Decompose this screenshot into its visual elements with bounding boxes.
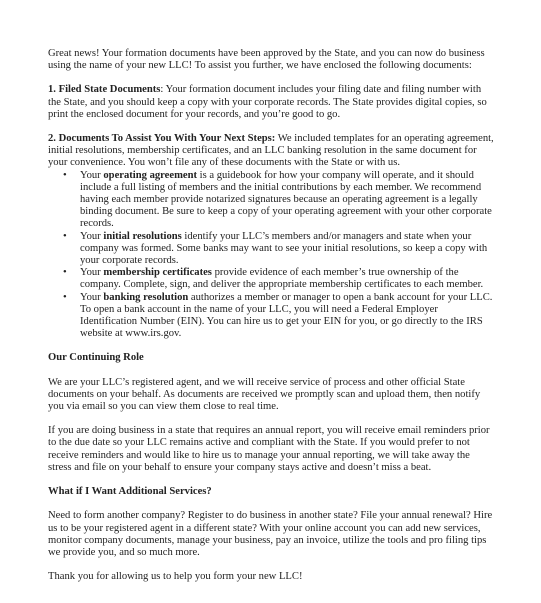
filed-documents-text: : Your formation document includes your filing date and filing number with the State, and you should keep a copy with your corporate records. The State provides digital copies, so print the enclosed document for your records, and you’re good to go. — [48, 84, 487, 120]
filed-documents-paragraph — [48, 84, 496, 121]
list-item-pre: Your — [80, 169, 104, 181]
bullet-icon: • — [63, 169, 67, 181]
list-item-initial-resolutions — [63, 230, 496, 268]
continuing-role-paragraph-1: We are your LLC’s registered agent, and we will receive service of process and other official State documents on your behalf. As documents are received we promptly scan and upload them, then notify you via email so you can view them close to real time. — [48, 376, 481, 413]
list-item-term: operating agreement — [103, 169, 198, 181]
list-item-membership-certificates — [63, 267, 496, 291]
filed-documents-heading: 1. Filed State Documents — [48, 84, 161, 96]
continuing-role-paragraph-2: If you are doing business in a state that requires an annual report, you will receive email reminders prior to the due date so your LLC remains active and compliant with the State. If you would prefer to not receive reminders and would like to hire us to manage your annual reporting, we will take away the stress and file on your behalf to ensure your company stays active and doesn’t miss a beat. — [48, 425, 490, 473]
list-item-term: initial resolutions — [103, 230, 182, 242]
additional-services-heading: What if I Want Additional Services? — [48, 486, 212, 498]
closing-line: Thank you for allowing us to help you form your new LLC! — [48, 571, 303, 583]
intro-paragraph: Great news! Your formation documents have been approved by the State, and you can now do business using the name of your new LLC! To assist you further, we have enclosed the following documents: — [48, 48, 485, 72]
bullet-icon: • — [63, 267, 67, 279]
list-item-term: banking resolution — [103, 291, 189, 303]
assist-documents-heading: 2. Documents To Assist You With Your Next Steps: — [48, 133, 276, 145]
list-item-text: is a guidebook for how your company will operate, and it should include a full listing of members and the initial contributions by each member. We recommend having each member provide notarized signatures because an operating agreement is a legally binding document. Be sure to keep a copy of your operating agreement with your other corporate records. — [80, 169, 492, 230]
assist-documents-paragraph — [48, 133, 496, 170]
letter-body — [48, 48, 496, 583]
list-item-pre: Your — [80, 291, 104, 303]
documents-list — [48, 170, 496, 341]
list-item-text: identify your LLC’s members and/or managers and state when your company was formed. Some banks may want to see your initial resolutions, so keep a copy with your corporate records. — [80, 230, 488, 267]
assist-documents-text: We included templates for an operating agreement, initial resolutions, membership certificates, and an LLC banking resolution in the same document for your convenience. You won’t file any of these documents with the State or with us. — [48, 133, 494, 169]
additional-services-paragraph: Need to form another company? Register to do business in another state? File your annual renewal? Hire us to be your registered agent in a different state? With your online account you can add new services, monitor company documents, manage your business, pay an invoice, utilize the tools and pro filing tips we provide you, and so much more. — [48, 510, 493, 558]
bullet-icon: • — [63, 230, 67, 242]
list-item-text: provide evidence of each member’s true ownership of the company. Complete, sign, and deliver the appropriate membership certificates to each member. — [80, 267, 484, 291]
list-item-operating-agreement — [63, 169, 496, 231]
bullet-icon: • — [63, 291, 67, 303]
list-item-pre: Your — [80, 230, 104, 242]
list-item-term: membership certificates — [103, 267, 212, 279]
list-item-text: authorizes a member or manager to open a bank account for your LLC. To open a bank account in the name of your LLC, you will need a Federal Employer Identification Number (EIN). You can hire us to get your EIN for you, or go directly to the IRS website at www.irs.gov. — [80, 291, 493, 340]
continuing-role-heading: Our Continuing Role — [48, 352, 144, 364]
list-item-banking-resolution — [63, 291, 496, 341]
list-item-pre: Your — [80, 267, 104, 279]
